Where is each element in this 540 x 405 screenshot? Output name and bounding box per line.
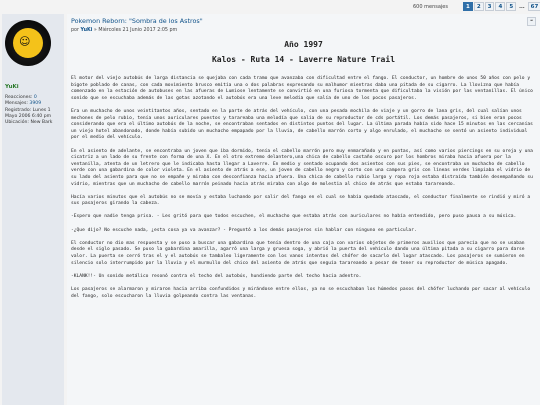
post-body [67, 14, 540, 405]
pagination [463, 2, 540, 11]
story-paragraph: -KLANK!!- Un sonido metálico resonó contra el techo del autobús, hundiendo parte del techo hacia adentro. [71, 273, 362, 279]
story-paragraph: Los pasajeros se alarmaron y miraron hacia arriba confundidos y mirándose entre ellos, ya no se escuchaban los húmedos pasos del chófer luchando por sacar al vehículo del fango, solo escucharon la lluvia golpeando contra las ventanas. [71, 287, 531, 299]
post-author[interactable]: YuKi [80, 28, 93, 33]
post-content [71, 40, 536, 307]
post-tools [527, 17, 536, 26]
page-ellipsis: … [519, 3, 525, 10]
page-link-last[interactable]: 67 [528, 2, 540, 11]
profile-reactions: Reacciones: 0 [5, 95, 37, 100]
story-paragraph: El motor del viejo autobús de larga distancia se quejaba con cada tramo que avanzaba con dificultad entre el fango. El conductor, un hombre de unos 50 años con pelo y bigote poblado de canas, con cada movimiento brusco emitía una o dos palabras expresando su malhumor mientras daba una pitada de su cigarro. La llovizna que había comenzado en la estación de autobuses en las afueras de Lumiose lentamente se convirtió en una furiosa tormenta que dificultaba la visión por las ventanillas. El único sonido que se escuchaba además de las gotas azotando el autobús era una leve melodía que salía de uno de los pocos pasajeros. [71, 76, 533, 101]
message-count: 600 mensajes [413, 4, 448, 10]
story-paragraph: En el asiento de adelante, se encontraba un joven que iba dormido, tenía el cabello marrón pero muy enmarañado y en puntas, así como varios piercings en su oreja y una cicatriz a un lado de su frente con forma de una X. En el otro extremo delantero,una chica de cabello castaño oscuro por los hombros miraba hacia afuera por la ventanilla, atenta de un letrero que le indicaba hasta llegar a Laverre. En medio y sentado ocupando dos asientos con sus pies, se encontraba un muchacho de cabello verde con una gabardina de color violeta. En el asiento de atrás a ese, un joven de cabello negro y corto con una campera gris con líneas verdes limpiaba el vidrio de su lado del asiento para que no se empañe y miraba con desconfianza hacia afuera. Una chica de cabello rubio largo y ropa roja estaba distraída también desempañando su vidrio, mientras que un muchacho de cabello marrón peinado hacia atrás miraba con algo de molestia al chico de atrás que estaba tarareando. [71, 148, 533, 187]
author-profile [2, 14, 64, 405]
profile-details [5, 95, 64, 126]
story-paragraph: -¿Que dijo? No escuche nada, ¿esta cosa ya va avanzar? - Preguntó a los demás pasajeros sin hablar con ninguno en particular. [71, 227, 417, 233]
profile-location: Ubicación: New Bark [5, 120, 53, 126]
avatar[interactable] [5, 20, 51, 66]
story-paragraph: El conductor no dio mas respuesta y se puso a buscar una gabardina que tenía dentro de una caja con varios objetos de primeros auxilios que parecía que no se usaban desde el siglo pasado. Se puso la gabardina amarilla, agarró una larga y gruesa soga, y abrió la puerta del vehículo dando una última pitada a su cigarro para darse valor. La puerta se cerró tras el y el autobús se tambaleo ligeramente con los vanos intentos del chófer de sacarlo del lugar atascado. Los pasajeros se sumieron en silencio solo interrumpido por la lluvia y el murmullo del chico del asiento de atrás que seguía tarareando a pesar de tener su reproductor de música apagado. [71, 240, 525, 266]
page-link-2[interactable]: 2 [474, 2, 484, 11]
page-link-1[interactable]: 1 [463, 2, 473, 11]
post-byline: por YuKi » Miércoles 21 Junio 2017 2:05 pm [71, 28, 178, 33]
profile-messages: Mensajes: 3909 [5, 101, 42, 107]
story-paragraph: Era un muchacho de unos veintitantos años, sentado en la parte de atrás del vehículo, con una pesada mochila de viaje y un gorro de lana gris, del cual salían unos mechones de pelo rubio, tenía unos auriculares puestos y tarareaba una melodía que salía de su reproductor de cds portátil. Los demás pasajeros, si bien eran pocos considerando que era el último autobús de la noche, se encontraban sentados en distintos puntos del lugar. La última parada había sido hace 15 minutos en las cercanías un viejo hotel abandonado, donde había subido un muchacho empapado por la lluvia, de cabello marrón corto y algo enrulado, el muchacho se sentó un asiento individual por el medio del vehículo. [71, 108, 533, 141]
pagination-bar [0, 0, 540, 14]
page-link-4[interactable]: 4 [495, 2, 505, 11]
author-username[interactable]: YuKi [5, 84, 19, 90]
story-year: Año 1997 [284, 40, 323, 49]
post-title[interactable]: Pokemon Reborn: "Sombra de los Astros" [71, 17, 203, 25]
smiley-icon: ☺ [19, 35, 31, 48]
page-link-5[interactable]: 5 [506, 2, 516, 11]
page-link-3[interactable]: 3 [485, 2, 495, 11]
story-chapter-title: Kalos - Ruta 14 - Laverre Nature Trail [211, 55, 396, 64]
story-paragraph: Hacía varios minutos que el autobús no se movía y estaba luchando por salir del fango en el cual se había quedado atascado, el conductor finalmente se rindió y miró a sus pasajeros girando la cabeza. [71, 194, 531, 207]
profile-registered: Registrado: Lunes 1 Mayo 2006 6:40 pm [5, 107, 52, 119]
quote-icon[interactable]: ❝ [527, 17, 536, 26]
post-date: » Miércoles 21 Junio 2017 2:05 pm [93, 28, 178, 33]
story-paragraph: -Espero que nadie tenga prisa. - Les gritó para que todos escuchen, el muchacho que estaba atrás con auriculares no había entendido, pero puso pausa a su música. [71, 214, 517, 220]
